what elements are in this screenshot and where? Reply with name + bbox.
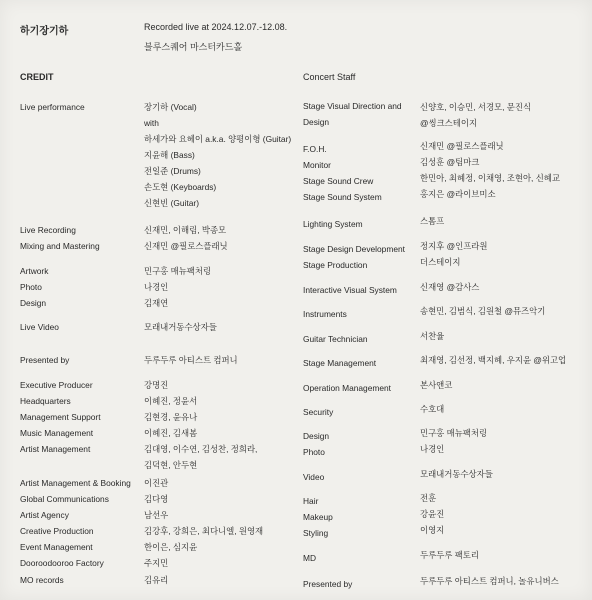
- staff-role-label: Operation Management: [303, 383, 391, 393]
- staff-role-label: Hair: [303, 496, 319, 506]
- credit-role-label: Artist Management: [20, 444, 91, 454]
- staff-role-label: Presented by: [303, 579, 353, 589]
- credit-name-value: 민구홍 매뉴팩처링: [144, 266, 212, 276]
- credit-name-value: 지윤해 (Bass): [144, 150, 195, 160]
- staff-role-label: Guitar Technician: [303, 334, 368, 344]
- staff-role-label: MD: [303, 553, 317, 563]
- staff-name-value: 두루두루 팩토리: [420, 550, 479, 560]
- credit-name-value: 전일준 (Drums): [144, 166, 201, 176]
- staff-role-label: Security: [303, 407, 334, 417]
- staff-role-label: Lighting System: [303, 219, 363, 229]
- venue-line: 블루스퀘어 마스터카드홀: [144, 42, 243, 52]
- credit-name-value: 신현빈 (Guitar): [144, 198, 199, 208]
- credit-role-label: Artwork: [20, 266, 49, 276]
- album-title: 하기장기하: [20, 26, 69, 37]
- credit-name-value: 두루두루 아티스트 컴퍼니: [144, 355, 238, 365]
- credit-role-label: Dooroodooroo Factory: [20, 558, 104, 568]
- staff-name-value: 신양호, 이승민, 서경모, 문진식: [420, 102, 532, 112]
- credit-role-label: Management Support: [20, 412, 101, 422]
- staff-name-value: 민구홍 매뉴팩처링: [420, 428, 488, 438]
- credit-name-value: 김현경, 윤유나: [144, 412, 198, 422]
- credit-name-value: 주지민: [144, 558, 169, 568]
- credit-name-value: 모래내거동수상자들: [144, 322, 217, 332]
- staff-role-label: Interactive Visual System: [303, 285, 397, 295]
- staff-name-value: 더스테이지: [420, 257, 461, 267]
- credit-name-value: 김덕현, 안두현: [144, 460, 198, 470]
- recorded-line: Recorded live at 2024.12.07.-12.08.: [144, 22, 288, 32]
- credit-role-label: Mixing and Mastering: [20, 241, 100, 251]
- staff-role-label: Video: [303, 472, 325, 482]
- staff-name-value: 송현민, 김범식, 김원철 @뮤즈악기: [420, 306, 546, 316]
- credit-name-value: 이혜진, 김새봄: [144, 428, 198, 438]
- credit-role-label: Creative Production: [20, 526, 94, 536]
- staff-role-label: Stage Visual Direction and Design: [303, 101, 402, 127]
- credit-name-value: 김유리: [144, 575, 169, 585]
- staff-role-label: F.O.H.: [303, 144, 327, 154]
- staff-name-value: 본사앤코: [420, 380, 453, 390]
- staff-name-value-cont: @씽크스테이지: [420, 118, 478, 128]
- staff-role-label: Stage Sound Crew: [303, 176, 374, 186]
- staff-name-value: 수호대: [420, 404, 445, 414]
- credit-name-value: 이진관: [144, 478, 169, 488]
- credit-role-label: Artist Management & Booking: [20, 478, 131, 488]
- concert-staff-heading: Concert Staff: [303, 72, 356, 82]
- staff-name-value: 정지후 @인프라원: [420, 241, 488, 251]
- credit-name-value: 강명진: [144, 380, 169, 390]
- staff-name-value: 최재영, 김선정, 백지혜, 우지윤 @위고업: [420, 355, 567, 365]
- credit-role-label: Global Communications: [20, 494, 109, 504]
- staff-role-label: Design: [303, 431, 330, 441]
- staff-role-label: Photo: [303, 447, 325, 457]
- credit-name-value: 장기하 (Vocal): [144, 102, 197, 112]
- credit-role-label: Headquarters: [20, 396, 71, 406]
- staff-name-value: 두루두루 아티스트 컴퍼니, 놀유니버스: [420, 576, 559, 586]
- credit-role-label: Live performance: [20, 102, 85, 112]
- credit-name-value: with: [144, 118, 159, 128]
- staff-role-label: Stage Production: [303, 260, 368, 270]
- credit-role-label: Executive Producer: [20, 380, 93, 390]
- credit-name-value: 이혜진, 정윤서: [144, 396, 198, 406]
- staff-name-value: 강윤진: [420, 509, 445, 519]
- staff-name-value: 나경인: [420, 444, 445, 454]
- credit-role-label: Artist Agency: [20, 510, 69, 520]
- credit-role-label: Live Recording: [20, 225, 76, 235]
- staff-name-value: 홍지은 @라이브미소: [420, 189, 496, 199]
- staff-role-label: Styling: [303, 528, 329, 538]
- credit-name-value: 김재연: [144, 298, 169, 308]
- staff-role-label: Instruments: [303, 309, 347, 319]
- credit-heading: CREDIT: [20, 72, 54, 82]
- credit-role-label: Music Management: [20, 428, 94, 438]
- credit-name-value: 손도현 (Keyboards): [144, 182, 217, 192]
- credit-name-value: 나경인: [144, 282, 169, 292]
- staff-role-label: Makeup: [303, 512, 333, 522]
- credit-role-label: Event Management: [20, 542, 93, 552]
- staff-name-value: 스톰프: [420, 216, 445, 226]
- staff-role-label: Stage Management: [303, 358, 377, 368]
- credit-role-label: MO records: [20, 575, 64, 585]
- credit-role-label: Photo: [20, 282, 42, 292]
- credit-name-value: 한이은, 심지윤: [144, 542, 198, 552]
- credit-name-value: 김대영, 이수연, 김성찬, 정희라,: [144, 444, 258, 454]
- staff-name-value: 한민아, 최혜정, 이채영, 조현아, 신혜교: [420, 173, 560, 183]
- credit-role-label: Design: [20, 298, 47, 308]
- staff-name-value: 신재민 @필로스플래닛: [420, 141, 504, 151]
- staff-role-label: Stage Sound System: [303, 192, 382, 202]
- staff-role-label: Stage Design Development: [303, 244, 405, 254]
- staff-name-value: 모래내거동수상자들: [420, 469, 493, 479]
- credit-role-label: Presented by: [20, 355, 70, 365]
- staff-name-value: 김성훈 @팀마크: [420, 157, 480, 167]
- credit-name-value: 김강후, 강희은, 최다니엘, 원영재: [144, 526, 264, 536]
- credit-name-value: 신재민, 이해림, 박종모: [144, 225, 227, 235]
- staff-name-value: 전훈: [420, 493, 437, 503]
- credit-name-value: 신재민 @필로스플래닛: [144, 241, 228, 251]
- credit-name-value: 하세가와 요헤이 a.k.a. 양평이형 (Guitar): [144, 134, 292, 144]
- staff-name-value: 신재영 @감사스: [420, 282, 480, 292]
- staff-role-label: Monitor: [303, 160, 331, 170]
- staff-name-value: 이영지: [420, 525, 445, 535]
- credit-name-value: 남선우: [144, 510, 169, 520]
- credit-name-value: 김다영: [144, 494, 169, 504]
- staff-name-value: 서찬율: [420, 331, 445, 341]
- credit-role-label: Live Video: [20, 322, 59, 332]
